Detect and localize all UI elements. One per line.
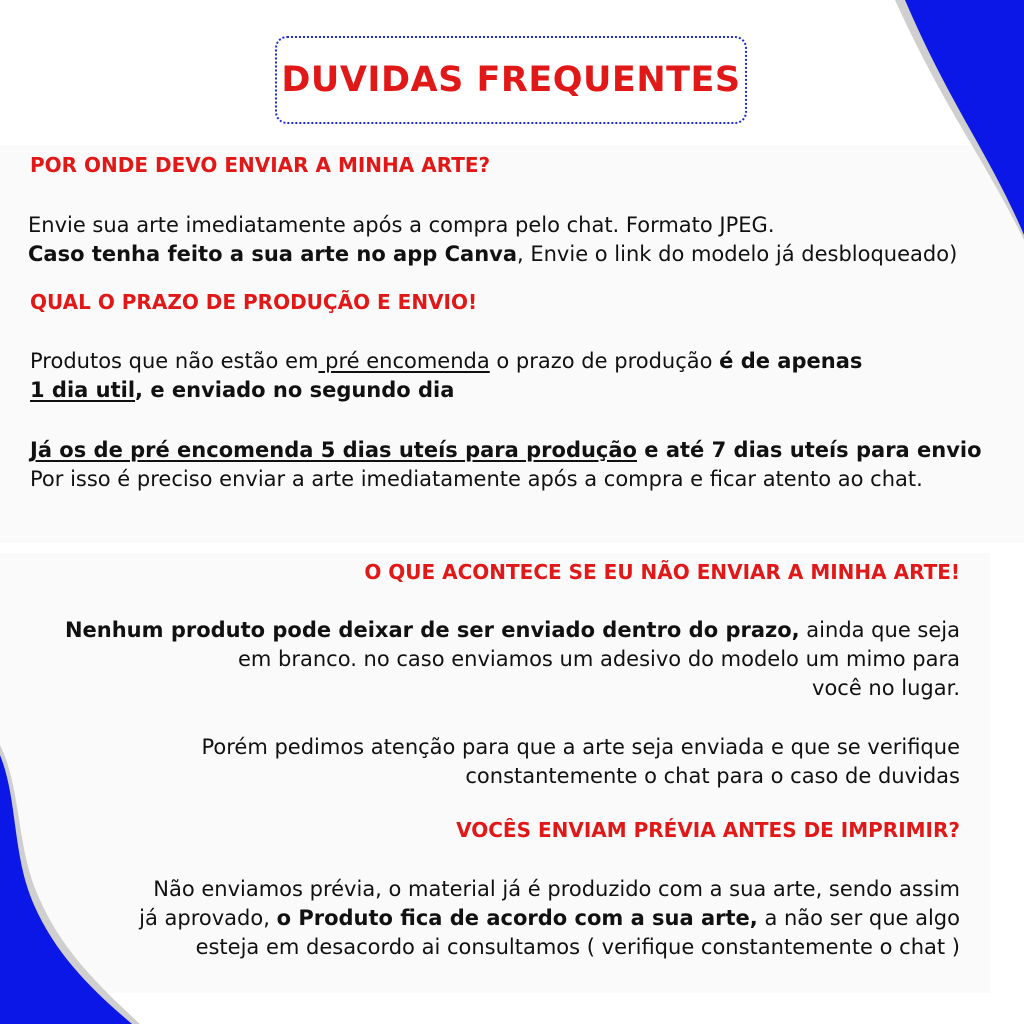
q2-line1-bold: é de apenas [719,349,863,373]
q2-line2-bold: , e enviado no segundo dia [135,378,455,402]
q2-line4: Por isso é preciso enviar a arte imediatamente após a compra e ficar atento ao chat. [30,467,923,491]
q4-line2-b: a não ser que algo [757,906,960,930]
q1-heading: POR ONDE DEVO ENVIAR A MINHA ARTE? [30,153,491,177]
q3-line5: constantemente o chat para o caso de duvidas [465,764,960,788]
q3-line1-rest: ainda que seja [799,618,960,642]
q3-line3: você no lugar. [812,676,960,700]
q3-line1 [65,616,960,645]
q1-line1: Envie sua arte imediatamente após a compra pelo chat. Formato JPEG. [28,213,775,237]
q1-line2-bold: Caso tenha feito a sua arte no app Canva [28,242,517,266]
q4-line2-bold: o Produto fica de acordo com a sua arte, [276,906,758,930]
page-title: DUVIDAS FREQUENTES [281,60,741,100]
q4-line2 [139,904,960,933]
q2-line1-b: o prazo de produção [489,349,720,373]
title-box [275,36,747,124]
q2-line2-underline: 1 dia util [30,378,136,402]
q2-line1 [30,347,862,376]
q3-line4: Porém pedimos atenção para que a arte seja enviada e que se verifique [201,735,960,759]
q3-line2: em branco. no caso enviamos um adesivo do modelo um mimo para [237,647,960,671]
q2-line1-underline: pré encomenda [318,349,490,373]
q2-line1-a: Produtos que não estão em [30,349,319,373]
q4-line3: esteja em desacordo ai consultamos ( verifique constantemente o chat ) [195,935,960,959]
q2-line3-bold: e até 7 dias uteís para envio [636,438,982,462]
q4-line2-a: já aprovado, [139,906,277,930]
q2-heading: QUAL O PRAZO DE PRODUÇÃO E ENVIO! [30,290,478,314]
q2-line3 [30,436,982,465]
q1-line2 [28,240,957,269]
q4-line1: Não enviamos prévia, o material já é produzido com a sua arte, sendo assim [153,877,960,901]
q2-line3-underline: Já os de pré encomenda 5 dias uteís para produção [30,438,637,462]
q1-line2-rest: , Envie o link do modelo já desbloqueado) [517,242,958,266]
bottom-left-wave-blue [0,755,132,1024]
q3-line1-bold: Nenhum produto pode deixar de ser enviado dentro do prazo, [64,618,800,642]
q2-line2 [30,376,454,405]
q4-heading: VOCÊS ENVIAM PRÉVIA ANTES DE IMPRIMIR? [456,818,960,842]
q3-heading: O QUE ACONTECE SE EU NÃO ENVIAR A MINHA ARTE! [364,560,960,584]
